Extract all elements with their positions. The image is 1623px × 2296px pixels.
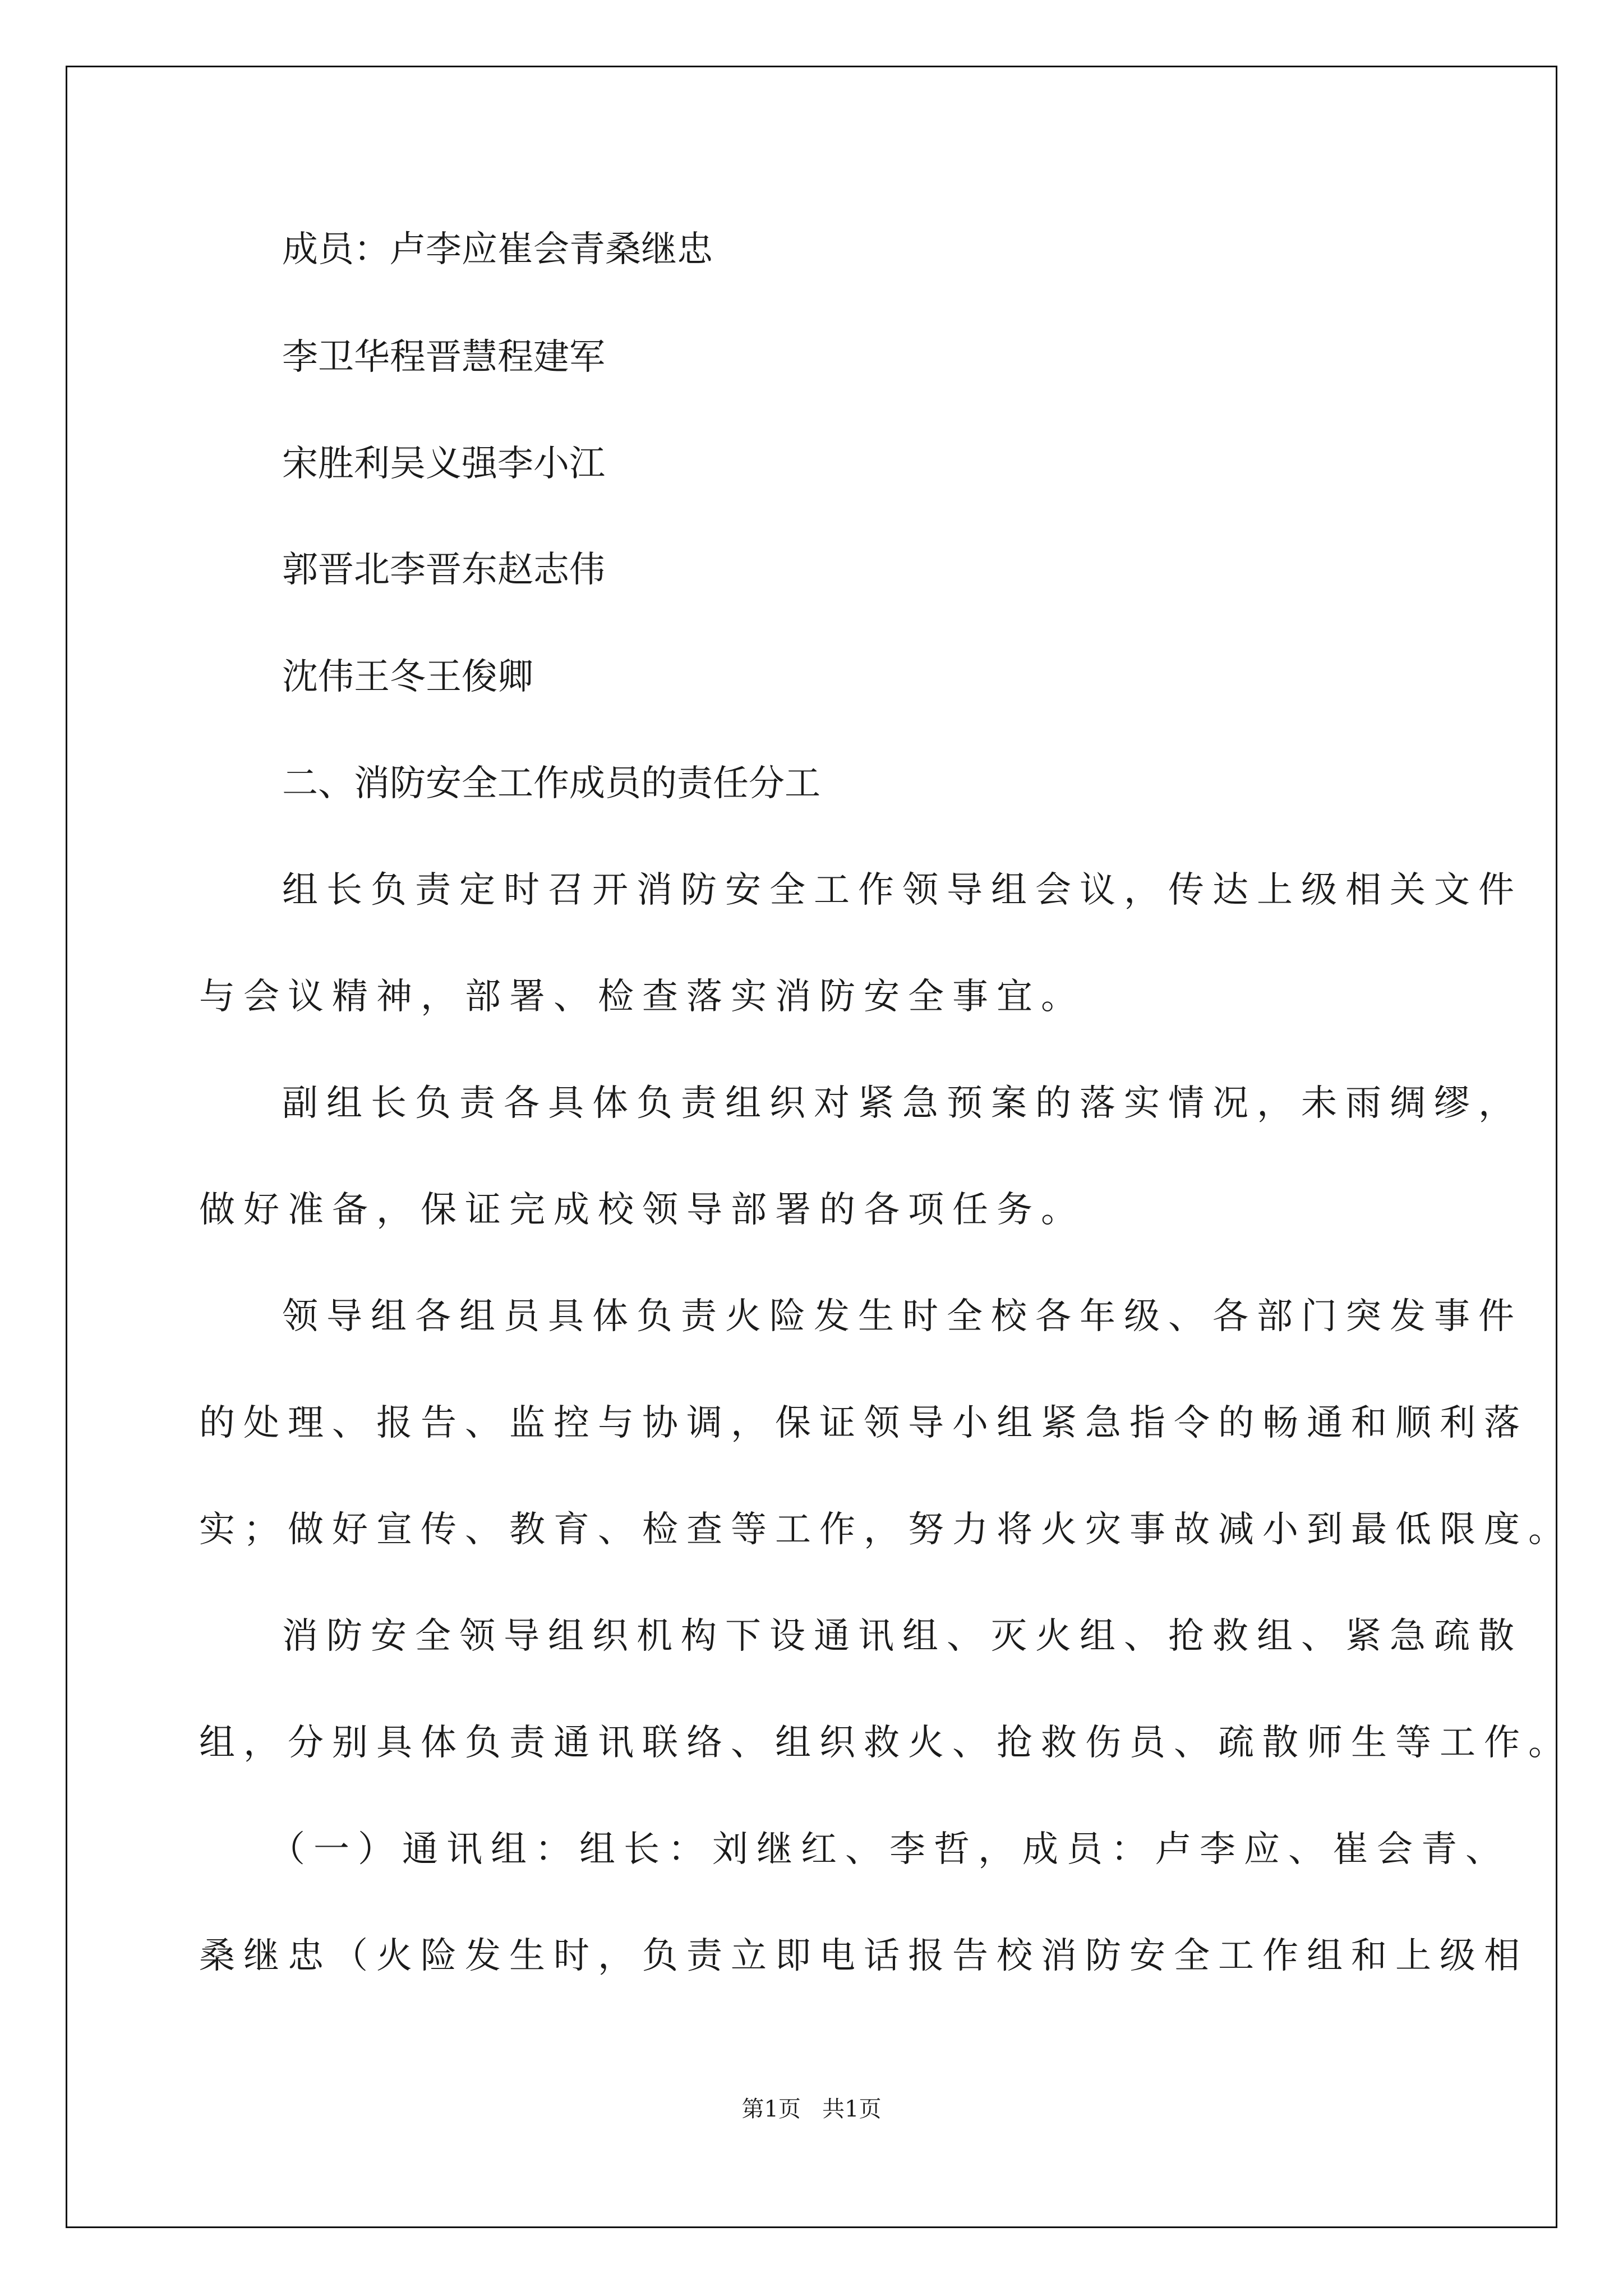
paragraph-line: 桑继忠（火险发生时，负责立即电话报告校消防安全工作组和上级相 (199, 1935, 1528, 1977)
paragraph-line: 领导组各组员具体负责火险发生时全校各年级、各部门突发事件 (282, 1296, 1523, 1337)
page-number-footer: 第1页 共1页 (741, 2096, 882, 2122)
member-list-line-2: 李卫华程晋慧程建军 (282, 337, 605, 378)
paragraph-line: （一）通讯组：组长：刘继红、李哲，成员：卢李应、崔会青、 (269, 1829, 1510, 1870)
member-list-line-3: 宋胜利吴义强李小江 (282, 443, 605, 485)
member-list-line-5: 沈伟王冬王俊卿 (282, 656, 533, 698)
paragraph-line: 做好准备，保证完成校领导部署的各项任务。 (199, 1189, 1085, 1231)
section-heading: 二、消防安全工作成员的责任分工 (282, 763, 820, 804)
paragraph-line: 副组长负责各具体负责组织对紧急预案的落实情况，未雨绸缪， (282, 1083, 1523, 1124)
paragraph-line: 组，分别具体负责通讯联络、组织救火、抢救伤员、疏散师生等工作。 (199, 1722, 1573, 1764)
page-border (66, 66, 1557, 2228)
paragraph-line: 组长负责定时召开消防安全工作领导组会议，传达上级相关文件 (282, 869, 1523, 911)
paragraph-line: 消防安全领导组织机构下设通讯组、灭火组、抢救组、紧急疏散 (282, 1616, 1523, 1657)
paragraph-line: 与会议精神，部署、检查落实消防安全事宜。 (199, 976, 1085, 1018)
member-list-line-4: 郭晋北李晋东赵志伟 (282, 549, 605, 591)
paragraph-line: 的处理、报告、监控与协调，保证领导小组紧急指令的畅通和顺利落 (199, 1402, 1528, 1444)
member-list-line-1: 成员：卢李应崔会青桑继忠 (282, 229, 713, 270)
paragraph-line: 实；做好宣传、教育、检查等工作，努力将火灾事故减小到最低限度。 (199, 1509, 1573, 1550)
